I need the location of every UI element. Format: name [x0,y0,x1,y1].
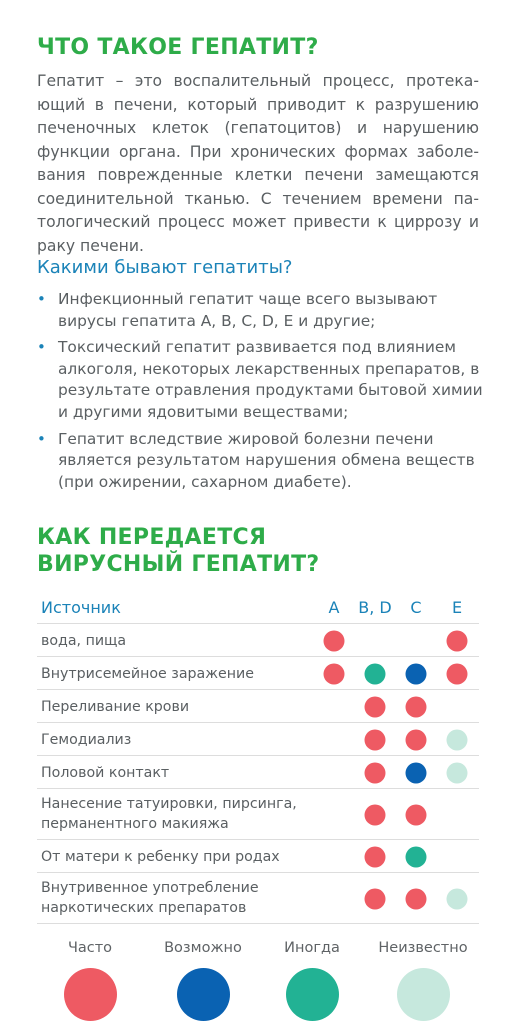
column-header-bd: В, D [358,598,392,617]
legend-swatch-often [64,968,117,1021]
list-item-text: Инфекционный гепатит чаще всего вызывают вирусы гепатита А, В, С, D, Е и другие; [58,290,438,330]
legend [0,940,515,1023]
table-row [37,789,479,840]
page-heading-what-is-hepatitis: ЧТО ТАКОЕ ГЕПАТИТ? [37,35,319,60]
row-label: Внутривенное употребление наркотических препаратов [41,880,259,916]
frequency-dot-often [365,762,386,783]
frequency-dot-sometimes [365,663,386,684]
frequency-dot-unknown [447,729,468,750]
heading-transmission: КАК ПЕРЕДАЕТСЯ ВИРУСНЫЙ ГЕПАТИТ? [37,525,320,577]
frequency-dot-possible [406,762,427,783]
row-label: Половой контакт [41,765,170,781]
list-item-text: Гепатит вследствие жировой болезни печени является результатом нарушения обмена веществ (при ожирении, сахарном диабете). [58,429,475,491]
bullet-icon: • [37,429,46,448]
legend-label: Неизвестно [378,940,468,956]
intro-paragraph: Гепатит – это воспалительный процесс, протекающий в печени, который приводит к разрушению печеночных клеток (гепатоцитов) и нарушению функции органа. При хронических формах заболевания поврежденные клетки печени замещаются соединительной тканью. С течением времени патологический процесс может привести к циррозу и раку печени. [37,72,479,255]
column-header-c: С [410,598,422,617]
frequency-dot-often [406,888,427,909]
legend-swatch-unknown [397,968,450,1021]
table-row [37,840,479,873]
row-label: От матери к ребенку при родах [41,849,280,865]
frequency-dot-often [365,804,386,825]
table-row [37,873,479,924]
table-row [37,657,479,690]
legend-item-possible [148,940,258,1021]
frequency-dot-unknown [447,888,468,909]
transmission-table [37,590,479,924]
legend-item-sometimes [257,940,367,1021]
frequency-dot-often [447,630,468,651]
table-row [37,723,479,756]
frequency-dot-often [365,846,386,867]
subheading-types: Какими бывают гепатиты? [37,257,293,278]
legend-label: Возможно [164,940,242,956]
row-label: Переливание крови [41,699,190,715]
frequency-dot-often [406,804,427,825]
row-label: Внутрисемейное заражение [41,666,254,682]
table-row [37,690,479,723]
list-item [37,337,487,423]
bullet-icon: • [37,338,46,357]
frequency-dot-often [365,729,386,750]
frequency-dot-unknown [447,762,468,783]
frequency-dot-often [406,729,427,750]
column-header-e: Е [451,598,463,617]
frequency-dot-possible [406,663,427,684]
row-label: Гемодиализ [41,732,132,748]
legend-item-unknown [368,940,478,1021]
frequency-dot-sometimes [406,846,427,867]
legend-label: Часто [67,940,113,956]
frequency-dot-often [365,696,386,717]
column-header-a: А [328,598,340,617]
frequency-dot-often [324,663,345,684]
source-column-header: Источник [41,598,121,617]
list-item-text: Токсический гепатит развивается под влиянием алкоголя, некоторых лекарственных препаратов, в результате отравления продуктами бытовой химии и другими ядовитыми веществами; [58,338,483,421]
row-label: вода, пища [41,633,127,649]
frequency-dot-often [447,663,468,684]
frequency-dot-often [365,888,386,909]
legend-item-often [35,940,145,1021]
frequency-dot-often [406,696,427,717]
legend-swatch-possible [177,968,230,1021]
list-item [37,429,487,494]
table-body [37,624,479,924]
frequency-dot-often [324,630,345,651]
table-header [37,590,479,624]
legend-label: Иногда [284,940,340,956]
legend-swatch-sometimes [286,968,339,1021]
table-row [37,756,479,789]
types-list [37,289,487,498]
list-item [37,289,487,332]
row-label: Нанесение татуировки, пирсинга, перманентного макияжа [41,796,297,832]
table-row [37,624,479,657]
bullet-icon: • [37,290,46,308]
